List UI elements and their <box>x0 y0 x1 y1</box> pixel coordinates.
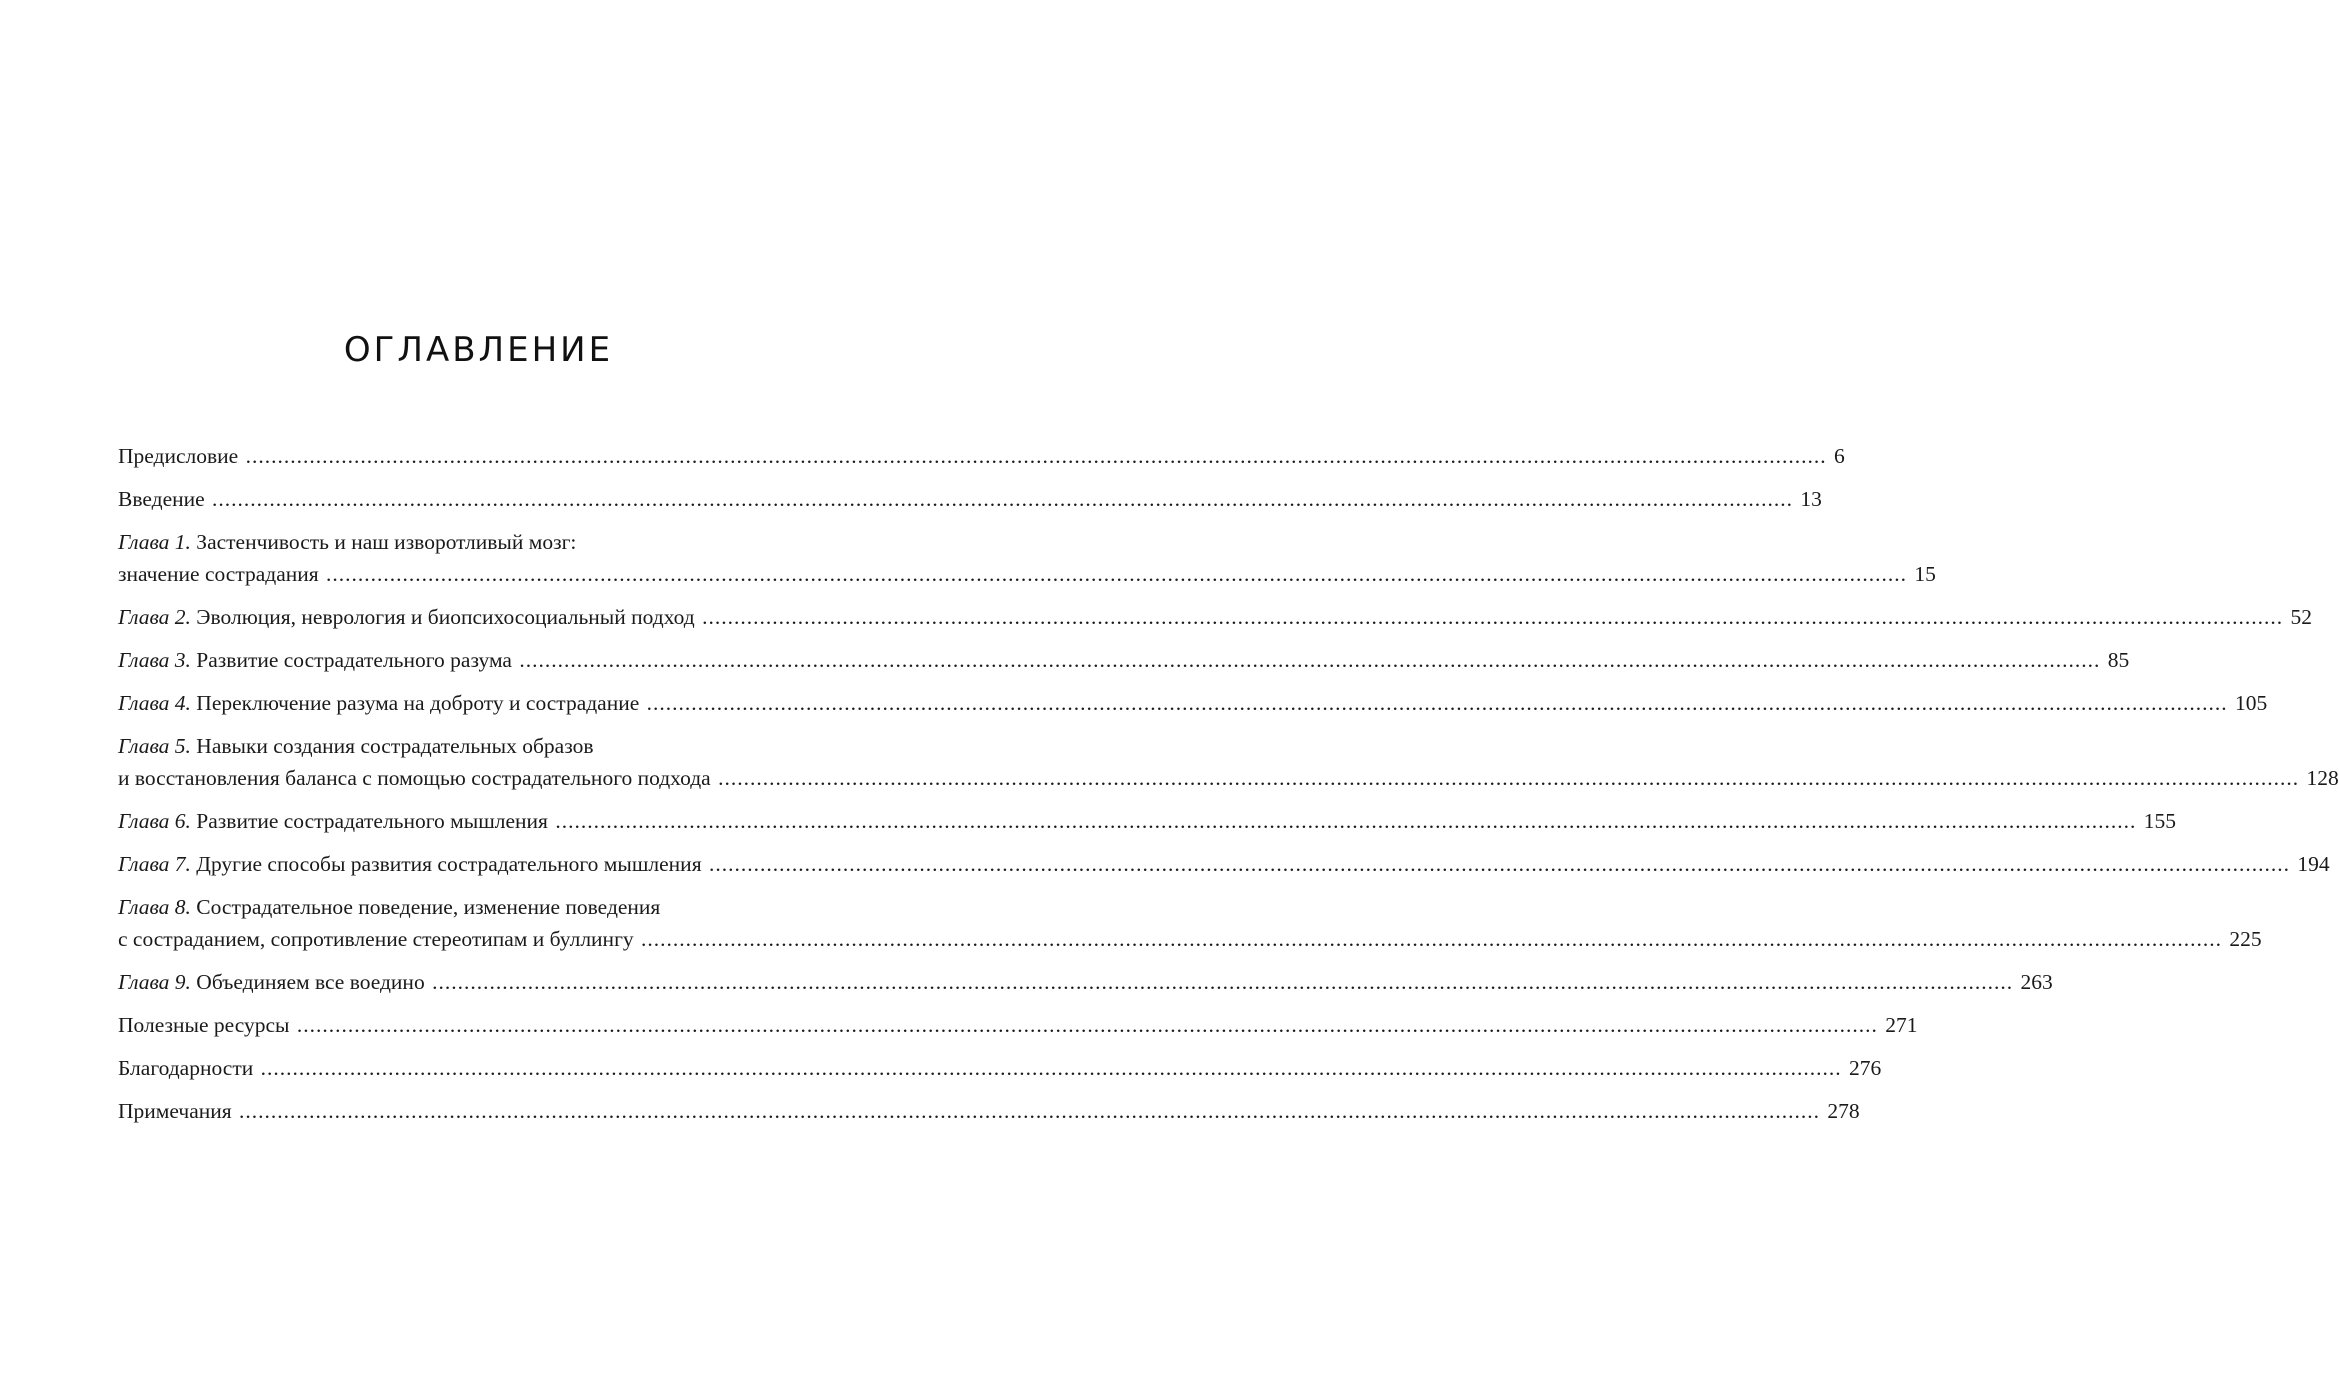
toc-page-number: 15 <box>1914 562 1936 586</box>
dot-leader <box>432 970 2013 994</box>
toc-entry-chapter-9[interactable] <box>118 966 2053 998</box>
dot-leader <box>212 487 1793 511</box>
dot-leader <box>718 766 2299 790</box>
chapter-label: Глава 4. <box>118 691 191 715</box>
chapter-label: Глава 3. <box>118 648 191 672</box>
dot-leader <box>239 1099 1820 1123</box>
toc-entry-chapter-4[interactable] <box>118 687 2268 719</box>
toc-entry-title: Застенчивость и наш изворотливый мозг: <box>196 530 577 554</box>
toc-entry-title: Развитие сострадательного разума <box>196 648 512 672</box>
toc-entry-chapter-1[interactable] <box>118 526 1936 590</box>
chapter-label: Глава 8. <box>118 895 191 919</box>
chapter-label: Глава 6. <box>118 809 191 833</box>
page-title: ОГЛАВЛЕНИЕ <box>343 330 614 370</box>
toc-entry-title: Благодарности <box>118 1056 254 1080</box>
toc-page-number: 128 <box>2306 766 2339 790</box>
toc-entry-title: Навыки создания сострадательных образов <box>196 734 594 758</box>
toc-page-number: 263 <box>2020 970 2053 994</box>
chapter-label: Глава 5. <box>118 734 191 758</box>
chapter-label: Глава 1. <box>118 530 191 554</box>
toc-entry-title: Другие способы развития сострадательного мышления <box>196 852 702 876</box>
dot-leader <box>555 809 2136 833</box>
dot-leader <box>246 444 1827 468</box>
toc-entry-title: Предисловие <box>118 444 239 468</box>
toc-page-number: 278 <box>1827 1099 1860 1123</box>
toc-entry-chapter-3[interactable] <box>118 644 2130 676</box>
toc-page-number: 52 <box>2290 605 2312 629</box>
toc-entry-title: Развитие сострадательного мышления <box>196 809 548 833</box>
toc-page-number: 155 <box>2143 809 2176 833</box>
toc-page-number: 6 <box>1833 444 1845 468</box>
chapter-label: Глава 7. <box>118 852 191 876</box>
dot-leader <box>261 1056 1842 1080</box>
toc-entry-chapter-2[interactable] <box>118 601 2312 633</box>
dot-leader <box>647 691 2228 715</box>
toc-entry-title-continued: с состраданием, сопротивление стереотипам и буллингу <box>118 927 634 951</box>
toc-entry-chapter-7[interactable] <box>118 848 2330 880</box>
dot-leader <box>519 648 2100 672</box>
toc-entry-chapter-6[interactable] <box>118 805 2176 837</box>
toc-entry-acknowledgements[interactable] <box>118 1052 1882 1084</box>
dot-leader <box>702 605 2283 629</box>
toc-entry-title: Сострадательное поведение, изменение поведения <box>196 895 661 919</box>
toc-page-number: 194 <box>2297 852 2330 876</box>
toc-entry-resources[interactable] <box>118 1009 1918 1041</box>
toc-page-number: 276 <box>1848 1056 1882 1080</box>
table-of-contents <box>118 440 2339 1138</box>
toc-entry-title: Переключение разума на доброту и сострадание <box>196 691 640 715</box>
dot-leader <box>709 852 2290 876</box>
toc-entry-title-continued: и восстановления баланса с помощью сострадательного подхода <box>118 766 711 790</box>
toc-entry-introduction[interactable] <box>118 483 1822 515</box>
toc-entry-title: Объединяем все воедино <box>196 970 425 994</box>
toc-entry-title: Эволюция, неврология и биопсихосоциальный подход <box>196 605 695 629</box>
toc-entry-chapter-8[interactable] <box>118 891 2262 955</box>
toc-entry-notes[interactable] <box>118 1095 1860 1127</box>
toc-page-number: 105 <box>2235 691 2268 715</box>
dot-leader <box>326 562 1907 586</box>
toc-entry-title: Примечания <box>118 1099 232 1123</box>
chapter-label: Глава 2. <box>118 605 191 629</box>
toc-page-number: 13 <box>1800 487 1822 511</box>
dot-leader <box>641 927 2222 951</box>
toc-entry-preface[interactable] <box>118 440 1845 472</box>
toc-entry-chapter-5[interactable] <box>118 730 2339 794</box>
toc-entry-title: Введение <box>118 487 205 511</box>
toc-entry-title-continued: значение сострадания <box>118 562 319 586</box>
toc-page-number: 271 <box>1885 1013 1918 1037</box>
chapter-label: Глава 9. <box>118 970 191 994</box>
toc-entry-title: Полезные ресурсы <box>118 1013 290 1037</box>
toc-page-number: 225 <box>2229 927 2262 951</box>
dot-leader <box>297 1013 1878 1037</box>
toc-page-number: 85 <box>2107 648 2130 672</box>
